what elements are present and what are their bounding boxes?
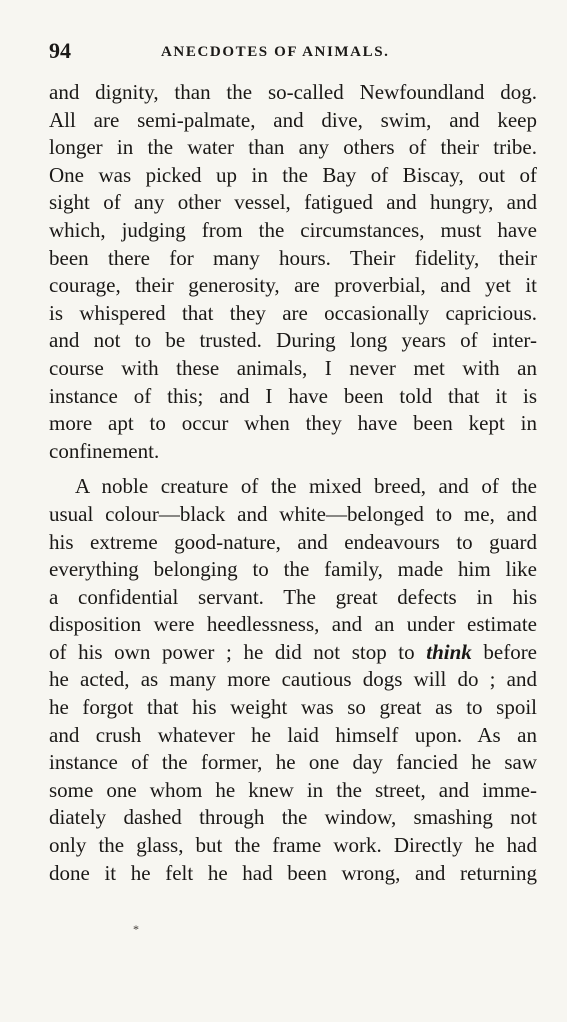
text-line: courage, their generosity, are proverbial, and yet it xyxy=(49,273,537,298)
text-line: some one whom he knew in the street, and imme- xyxy=(49,777,537,802)
text-line: instance of the former, he one day fancied he saw xyxy=(49,750,537,775)
text-line: and dignity, than the so-called Newfoundland dog. xyxy=(49,80,537,104)
text-line: his extreme good-nature, and endeavours to guard xyxy=(49,529,537,554)
text-line: more apt to occur when they have been kept in xyxy=(49,411,537,436)
text-line: which, judging from the circumstances, must have xyxy=(49,217,537,242)
text-line: and not to be trusted. During long years of inter- xyxy=(49,328,537,353)
text-line: he forgot that his weight was so great as to spoil xyxy=(49,695,537,720)
page-number: 94 xyxy=(49,38,71,63)
paragraph-gap xyxy=(49,465,537,473)
text-line: disposition were heedlessness, and an under estimate xyxy=(49,612,537,637)
text-line: only the glass, but the frame work. Directly he had xyxy=(49,833,537,858)
text-line: and crush whatever he laid himself upon. As an xyxy=(49,722,537,747)
paragraph-1 xyxy=(49,79,537,465)
text-line: longer in the water than any others of their tribe. xyxy=(49,135,537,160)
text-line-with-emphasis xyxy=(49,639,537,667)
text-segment: of his own power ; he did not stop to xyxy=(49,639,415,664)
text-segment: before xyxy=(483,639,538,664)
paragraph-2 xyxy=(49,473,537,887)
running-head: ANECDOTES OF ANIMALS. xyxy=(161,44,390,60)
footer-mark: * xyxy=(133,922,139,936)
text-line: instance of this; and I have been told that it is xyxy=(49,383,537,408)
text-line: sight of any other vessel, fatigued and hungry, and xyxy=(49,190,537,215)
text-line: everything belonging to the family, made him like xyxy=(49,557,537,582)
text-line: been there for many hours. Their fidelity, their xyxy=(49,245,537,270)
text-line: usual colour—black and white—belonged to me, and xyxy=(49,501,537,526)
text-line: A noble creature of the mixed breed, and of the xyxy=(75,474,537,499)
text-line: he acted, as many more cautious dogs will do ; and xyxy=(49,667,537,692)
text-line: confinement. xyxy=(49,438,160,463)
text-line: a confidential servant. The great defects in his xyxy=(49,584,537,609)
text-line: is whispered that they are occasionally capricious. xyxy=(49,300,537,325)
text-line: One was picked up in the Bay of Biscay, out of xyxy=(49,162,537,187)
text-line: course with these animals, I never met with an xyxy=(49,355,537,380)
emphasized-word: think xyxy=(426,639,472,664)
page-header xyxy=(49,38,537,64)
text-line: done it he felt he had been wrong, and returning xyxy=(49,860,537,885)
text-line: All are semi-palmate, and dive, swim, and keep xyxy=(49,107,537,132)
body-text xyxy=(49,79,537,887)
text-line: diately dashed through the window, smashing not xyxy=(49,805,537,830)
